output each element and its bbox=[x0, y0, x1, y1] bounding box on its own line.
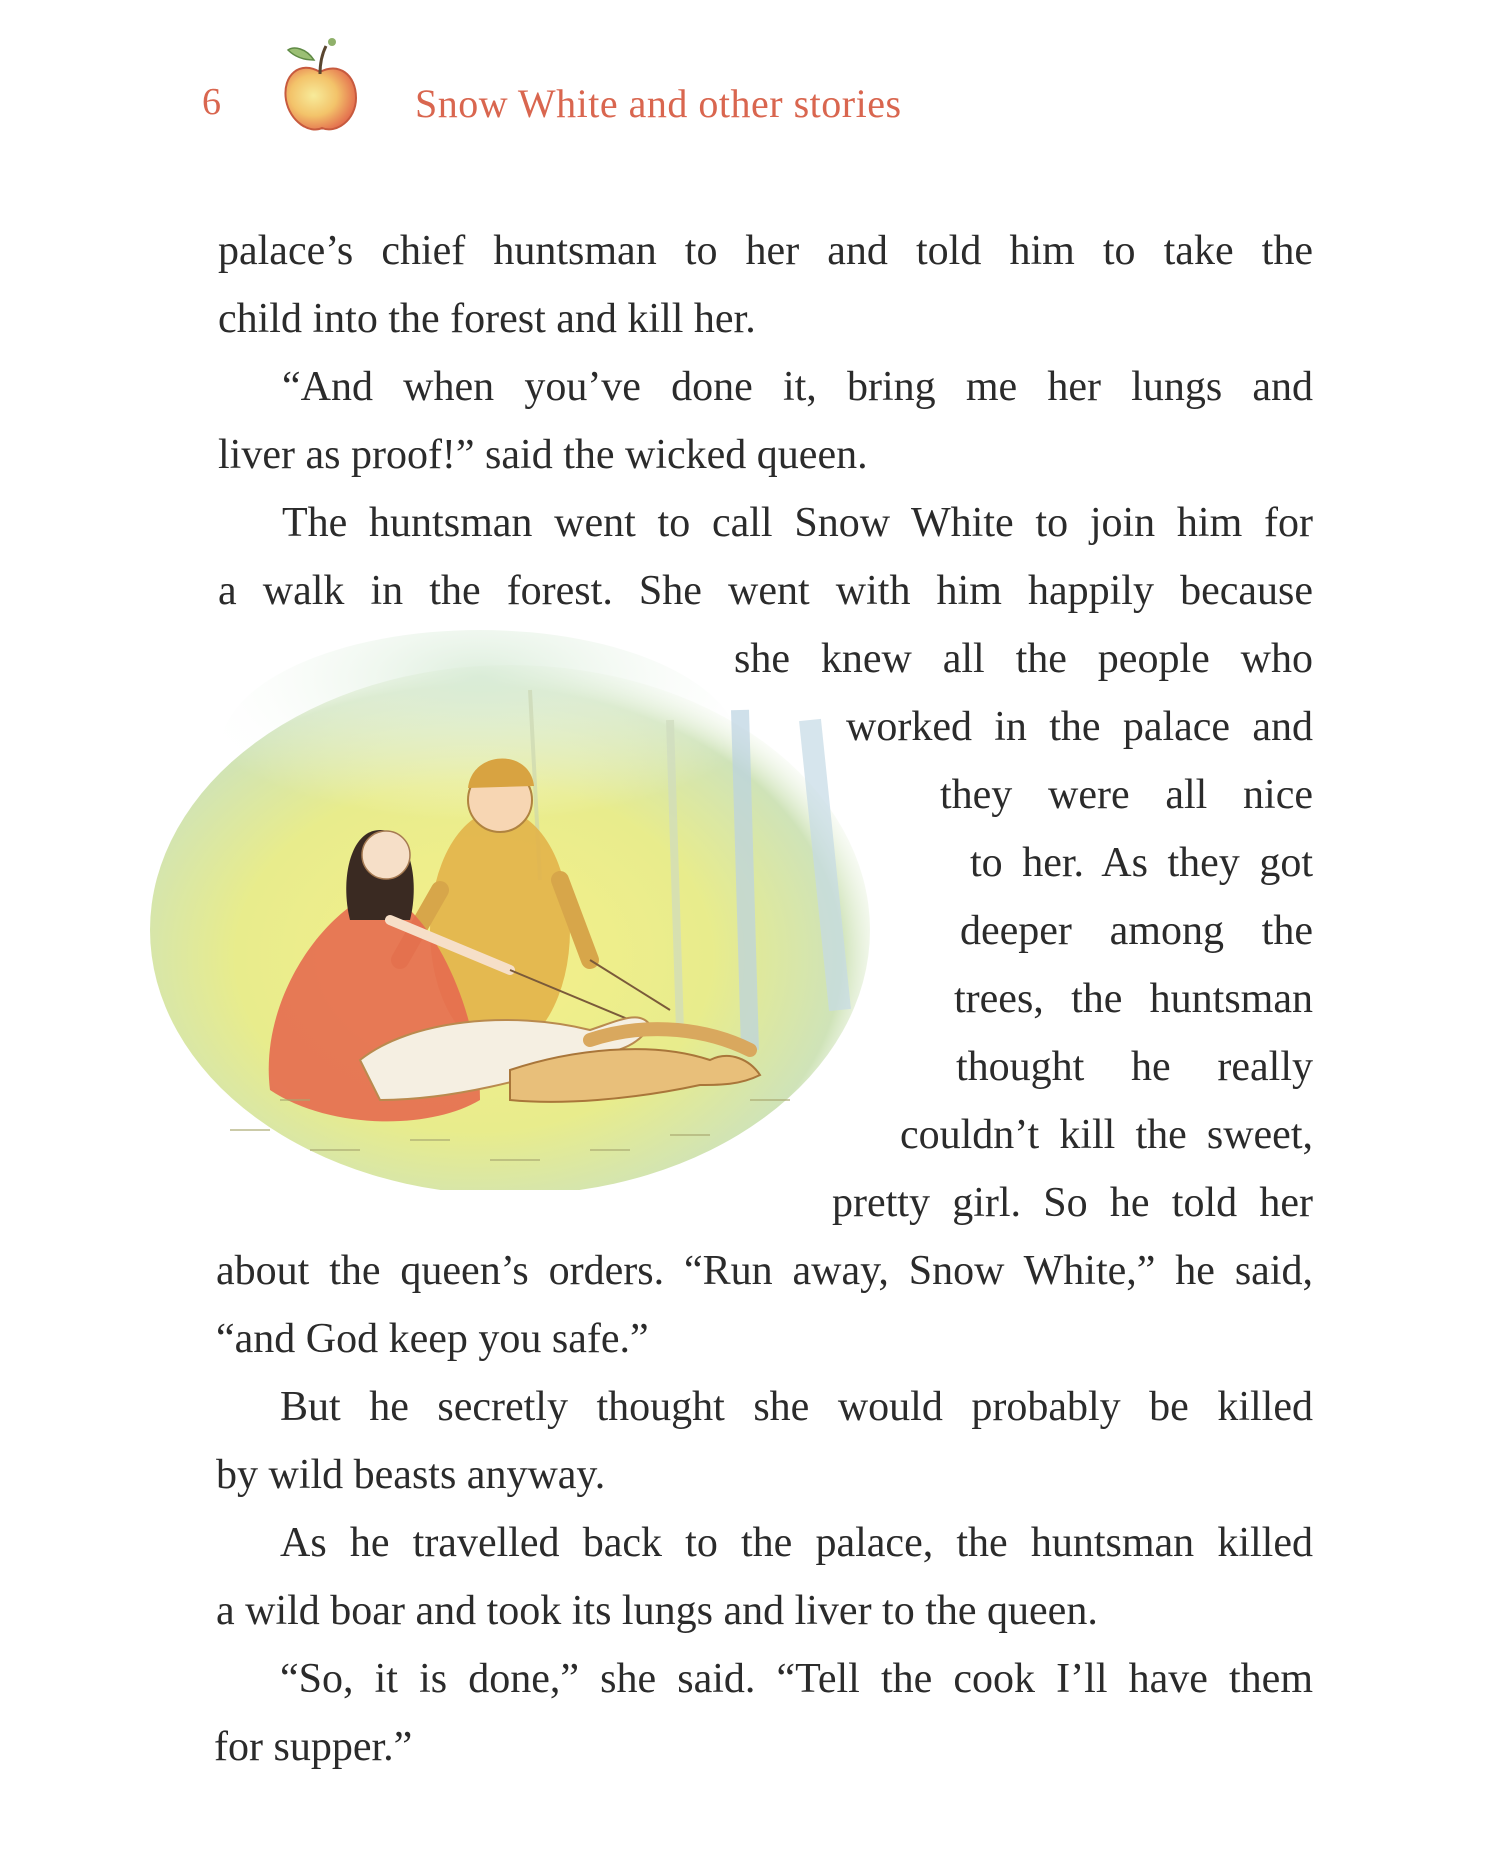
text-line: to her. As they got bbox=[970, 840, 1313, 886]
text-line: by wild beasts anyway. bbox=[216, 1452, 606, 1498]
text-line: thought he really bbox=[956, 1044, 1313, 1090]
text-line: they were all nice bbox=[940, 772, 1313, 818]
text-line: worked in the palace and bbox=[846, 704, 1313, 750]
text-line: a walk in the forest. She went with him happily because bbox=[218, 568, 1313, 614]
text-line: trees, the huntsman bbox=[954, 976, 1313, 1022]
text-line: The huntsman went to call Snow White to join him for bbox=[282, 500, 1313, 546]
text-line: deeper among the bbox=[960, 908, 1313, 954]
snow-white-huntsman-dogs-illustration bbox=[150, 630, 910, 1190]
running-title: Snow White and other stories bbox=[415, 81, 902, 126]
text-line: child into the forest and kill her. bbox=[218, 296, 756, 342]
text-line: “So, it is done,” she said. “Tell the cook I’ll have them bbox=[280, 1656, 1313, 1702]
text-line: pretty girl. So he told her bbox=[832, 1180, 1313, 1226]
text-line: As he travelled back to the palace, the huntsman killed bbox=[280, 1520, 1313, 1566]
text-line: liver as proof!” said the wicked queen. bbox=[218, 432, 868, 478]
text-line: about the queen’s orders. “Run away, Snow White,” he said, bbox=[216, 1248, 1313, 1294]
text-line: for supper.” bbox=[214, 1724, 413, 1770]
text-line: couldn’t kill the sweet, bbox=[900, 1112, 1313, 1158]
text-line: “And when you’ve done it, bring me her lungs and bbox=[282, 364, 1313, 410]
text-line: “and God keep you safe.” bbox=[216, 1316, 649, 1362]
text-line: palace’s chief huntsman to her and told him to take the bbox=[218, 228, 1313, 274]
page-number: 6 bbox=[202, 81, 221, 123]
page-header bbox=[0, 0, 1500, 160]
apple-icon bbox=[270, 30, 370, 140]
text-line: But he secretly thought she would probably be killed bbox=[280, 1384, 1313, 1430]
text-line: she knew all the people who bbox=[734, 636, 1313, 682]
text-line: a wild boar and took its lungs and liver to the queen. bbox=[216, 1588, 1098, 1634]
